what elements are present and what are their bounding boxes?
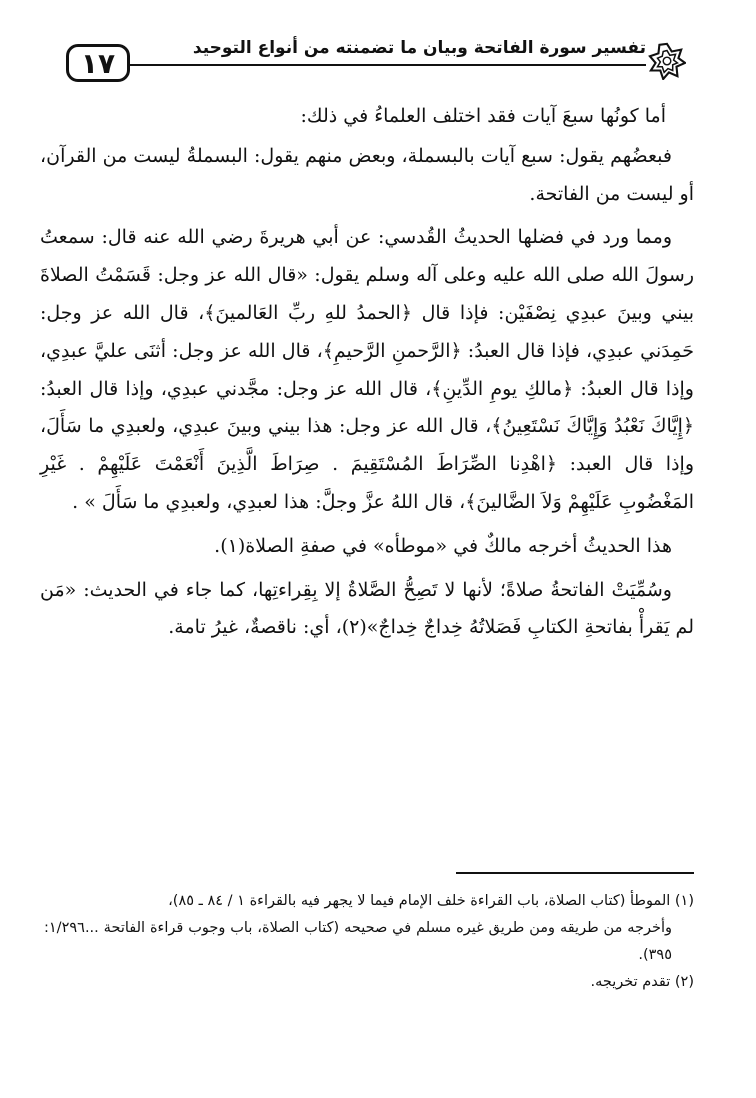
- page-header: [66, 38, 686, 90]
- paragraph-fatiha-as-prayer: وسُمِّيَتْ الفاتحةُ صلاةً؛ لأنها لا تَصِحُّ الصَّلاةُ إلا بِقِراءتِها، كما جاء في الحديث: «مَن لم يَقرأْ بفاتحةِ الكتابِ فَصَلاتُهُ خِداجٌ خِداجٌ»(٢)، أي: ناقصةٌ، غيرُ تامة.: [40, 578, 694, 639]
- paragraph-qudsi-hadith: ومما ورد في فضلها الحديثُ القُدسي: عن أبي هريرةَ رضي الله عنه قال: سمعتُ رسولَ الله صلى الله عليه وعلى آله وسلم يقول: «قال الله عز وجل: قَسَمْتُ الصلاةَ بيني وبينَ عبدِي نِصْفَيْن: فإذا قال ﴿الحمدُ للهِ ربِّ العَالمينَ﴾، قال الله عز وجل: حَمِدَني عبدِي، فإذا قال العبدُ: ﴿الرَّحمنِ الرَّحيمِ﴾، قال الله عز وجل: أثنَى عليَّ عبدِي، وإذا قال العبدُ: ﴿مالكِ يومِ الدِّينِ﴾، قال الله عز وجل: مجَّدني عبدِي، وإذا قال العبدُ: ﴿إِيَّاكَ نَعْبُدُ وَإِيَّاكَ نَسْتَعِينُ﴾، قال الله عز وجل: هذا بيني وبينَ عبدِي، ولعبدِي ما سَأَلَ، وإذا قال العبد: ﴿اهْدِنا الصِّرَاطَ المُسْتَقِيمَ . صِرَاطَ الَّذِينَ أَنْعَمْتَ عَلَيْهِمْ . غَيْرِ المَغْضُوبِ عَلَيْهِمْ وَلاَ الضَّالينَ﴾، قال اللهُ عزَّ وجلَّ: هذا لعبدِي، ولعبدِي ما سَأَلَ » .: [40, 226, 695, 513]
- star-ornament-icon: [648, 42, 686, 80]
- main-text: [40, 98, 694, 647]
- paragraph-basmala-opinions: فبعضُهم يقول: سبع آيات بالبسملة، وبعض منهم يقول: البسملةُ ليست من القرآن، أو ليست من الفاتحة.: [40, 144, 694, 205]
- paragraph-seven-verses: أما كونُها سبعَ آيات فقد اختلف العلماءُ في ذلك:: [300, 105, 666, 127]
- footnotes: [44, 888, 694, 996]
- header-rule: [128, 64, 646, 66]
- footnote-2: (٢) تقدم تخريجه.: [590, 974, 694, 990]
- running-title: تفسير سورة الفاتحة وبيان ما تضمنته من أنواع التوحيد: [185, 38, 646, 58]
- footnote-divider: [456, 872, 694, 874]
- footnote-1-continued: وأخرجه من طريقه ومن طريق غيره مسلم في صحيحه (كتاب الصلاة، باب وجوب قراءة الفاتحة ...١/٢٩٦: ٣٩٥).: [44, 920, 672, 963]
- page-number: ١٧: [66, 44, 130, 82]
- paragraph-hadith-source: هذا الحديثُ أخرجه مالكٌ في «موطأه» في صفةِ الصلاة(١).: [214, 534, 672, 557]
- footnote-1: (١) الموطأ (كتاب الصلاة، باب القراءة خلف الإمام فيما لا يجهر فيه بالقراءة ١ / ٨٤ ـ ٨٥)،: [168, 893, 694, 909]
